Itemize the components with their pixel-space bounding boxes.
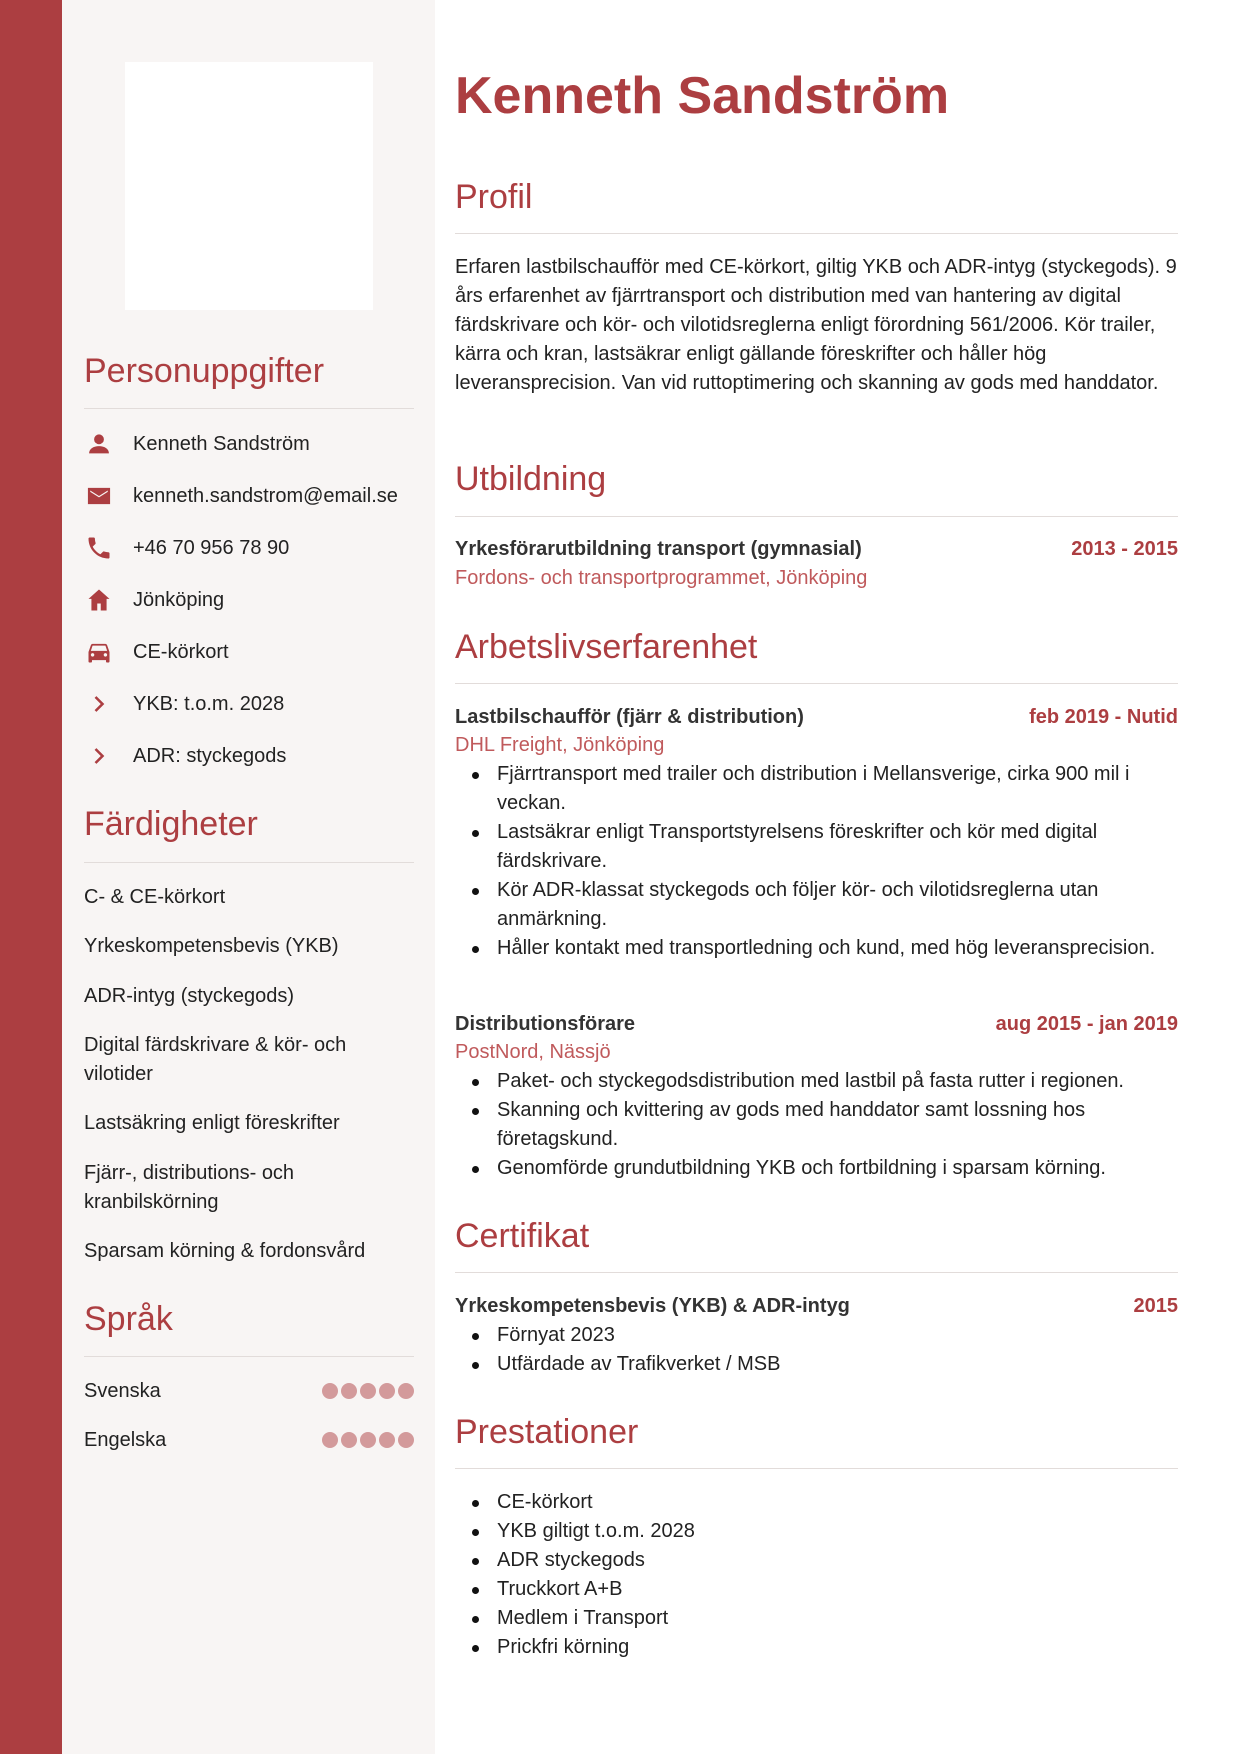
divider <box>455 516 1178 517</box>
divider <box>84 408 414 409</box>
language-level <box>322 1432 414 1448</box>
list-item: Skanning och kvittering av gods med handdator samt lossning hos företagskund. <box>455 1096 1180 1154</box>
contact-adr: ADR: styckegods <box>84 741 114 771</box>
list-item: Paket- och styckegodsdistribution med lastbil på fasta rutter i regionen. <box>455 1067 1180 1096</box>
language-name: Svenska <box>84 1379 161 1402</box>
skill-item: Sparsam körning & fordonsvård <box>84 1240 366 1262</box>
entry-date: 2013 - 2015 <box>1071 538 1178 560</box>
candidate-name: Kenneth Sandström <box>455 67 950 125</box>
education-entry <box>455 535 1178 564</box>
language-level <box>322 1383 414 1399</box>
level-dot <box>360 1432 376 1448</box>
profile-photo-placeholder <box>125 62 373 310</box>
list-item: Håller kontakt med transportledning och kund, med hög leveransprecision. <box>455 934 1180 963</box>
list-item: ADR styckegods <box>455 1546 1180 1575</box>
list-item: Utfärdade av Trafikverket / MSB <box>455 1350 1180 1379</box>
person-icon <box>84 429 114 459</box>
experience-entry <box>455 1010 1178 1039</box>
entry-date: aug 2015 - jan 2019 <box>995 1013 1178 1035</box>
list-item: YKB giltigt t.o.m. 2028 <box>455 1517 1180 1546</box>
divider <box>455 1468 1178 1469</box>
level-dot <box>360 1383 376 1399</box>
entry-title: Distributionsförare <box>455 1013 636 1035</box>
achievements-heading: Prestationer <box>455 1413 639 1451</box>
contact-ykb: YKB: t.o.m. 2028 <box>84 689 114 719</box>
entry-title: Lastbilschaufför (fjärr & distribution) <box>455 706 804 728</box>
profile-heading: Profil <box>455 178 533 216</box>
bullet-list <box>455 1488 1180 1662</box>
car-icon <box>84 637 114 667</box>
level-dot <box>398 1432 414 1448</box>
chevron-right-icon <box>84 689 114 719</box>
contact-email: kenneth.sandstrom@email.se <box>84 481 114 511</box>
level-dot <box>379 1383 395 1399</box>
personal-info-heading: Personuppgifter <box>84 352 325 390</box>
level-dot <box>341 1432 357 1448</box>
entry-title: Yrkesförarutbildning transport (gymnasial) <box>455 538 862 560</box>
bullet-list <box>455 1321 1180 1379</box>
divider <box>455 1272 1178 1273</box>
contact-location: Jönköping <box>84 585 114 615</box>
list-item: Truckkort A+B <box>455 1575 1180 1604</box>
list-item: Lastsäkrar enligt Transportstyrelsens föreskrifter och kör med digital färdskrivare. <box>455 818 1180 876</box>
language-name: Engelska <box>84 1428 167 1451</box>
level-dot <box>379 1432 395 1448</box>
language-item <box>84 1376 414 1406</box>
entry-subtitle: DHL Freight, Jönköping <box>455 734 665 756</box>
home-icon <box>84 585 114 615</box>
skill-item: C- & CE-körkort <box>84 886 226 908</box>
entry-date: 2015 <box>1133 1295 1178 1317</box>
certificates-heading: Certifikat <box>455 1217 590 1255</box>
skill-item: Yrkeskompetensbevis (YKB) <box>84 935 339 957</box>
chevron-right-icon <box>84 741 114 771</box>
bullet-list <box>455 1067 1180 1183</box>
skills-heading: Färdigheter <box>84 805 258 843</box>
phone-icon <box>84 533 114 563</box>
entry-subtitle: PostNord, Nässjö <box>455 1041 611 1063</box>
languages-heading: Språk <box>84 1300 173 1338</box>
skill-item: Fjärr-, distributions- och kranbilskörning <box>84 1162 295 1213</box>
entry-subtitle: Fordons- och transportprogrammet, Jönköping <box>455 567 868 589</box>
level-dot <box>398 1383 414 1399</box>
email-icon <box>84 481 114 511</box>
contact-phone: +46 70 956 78 90 <box>84 533 114 563</box>
skill-item: ADR-intyg (styckegods) <box>84 985 295 1007</box>
level-dot <box>322 1383 338 1399</box>
bullet-list <box>455 760 1180 963</box>
divider <box>455 683 1178 684</box>
contact-license: CE-körkort <box>84 637 114 667</box>
language-item <box>84 1425 414 1455</box>
divider <box>455 233 1178 234</box>
experience-heading: Arbetslivserfarenhet <box>455 628 758 666</box>
list-item: Förnyat 2023 <box>455 1321 1180 1350</box>
list-item: CE-körkort <box>455 1488 1180 1517</box>
education-heading: Utbildning <box>455 460 607 498</box>
level-dot <box>322 1432 338 1448</box>
divider <box>84 1356 414 1357</box>
profile-text: Erfaren lastbilschaufför med CE-körkort, giltig YKB och ADR-intyg (styckegods). 9 års erfarenhet av fjärrtransport och distribution med van hantering av digital färdskrivare och kör- och vilotidsreglerna enligt förordning 561/2006. Kör trailer, kärra och kran, lastsäkrar enligt gällande föreskrifter och håller hög leveransprecision. Van vid ruttoptimering och skanning av gods med handdator. <box>455 256 1177 394</box>
contact-name: Kenneth Sandström <box>84 429 114 459</box>
experience-entry <box>455 703 1178 732</box>
list-item: Genomförde grundutbildning YKB och fortbildning i sparsam körning. <box>455 1154 1180 1183</box>
list-item: Fjärrtransport med trailer och distribution i Mellansverige, cirka 900 mil i veckan. <box>455 760 1180 818</box>
level-dot <box>341 1383 357 1399</box>
list-item: Prickfri körning <box>455 1633 1180 1662</box>
skill-item: Digital färdskrivare & kör- och vilotider <box>84 1034 347 1085</box>
entry-title: Yrkeskompetensbevis (YKB) & ADR-intyg <box>455 1295 850 1317</box>
skill-item: Lastsäkring enligt föreskrifter <box>84 1112 340 1134</box>
divider <box>84 862 414 863</box>
certificate-entry <box>455 1292 1178 1321</box>
list-item: Kör ADR-klassat styckegods och följer kör- och vilotidsreglerna utan anmärkning. <box>455 876 1180 934</box>
accent-stripe <box>0 0 62 1754</box>
list-item: Medlem i Transport <box>455 1604 1180 1633</box>
entry-date: feb 2019 - Nutid <box>1029 706 1178 728</box>
